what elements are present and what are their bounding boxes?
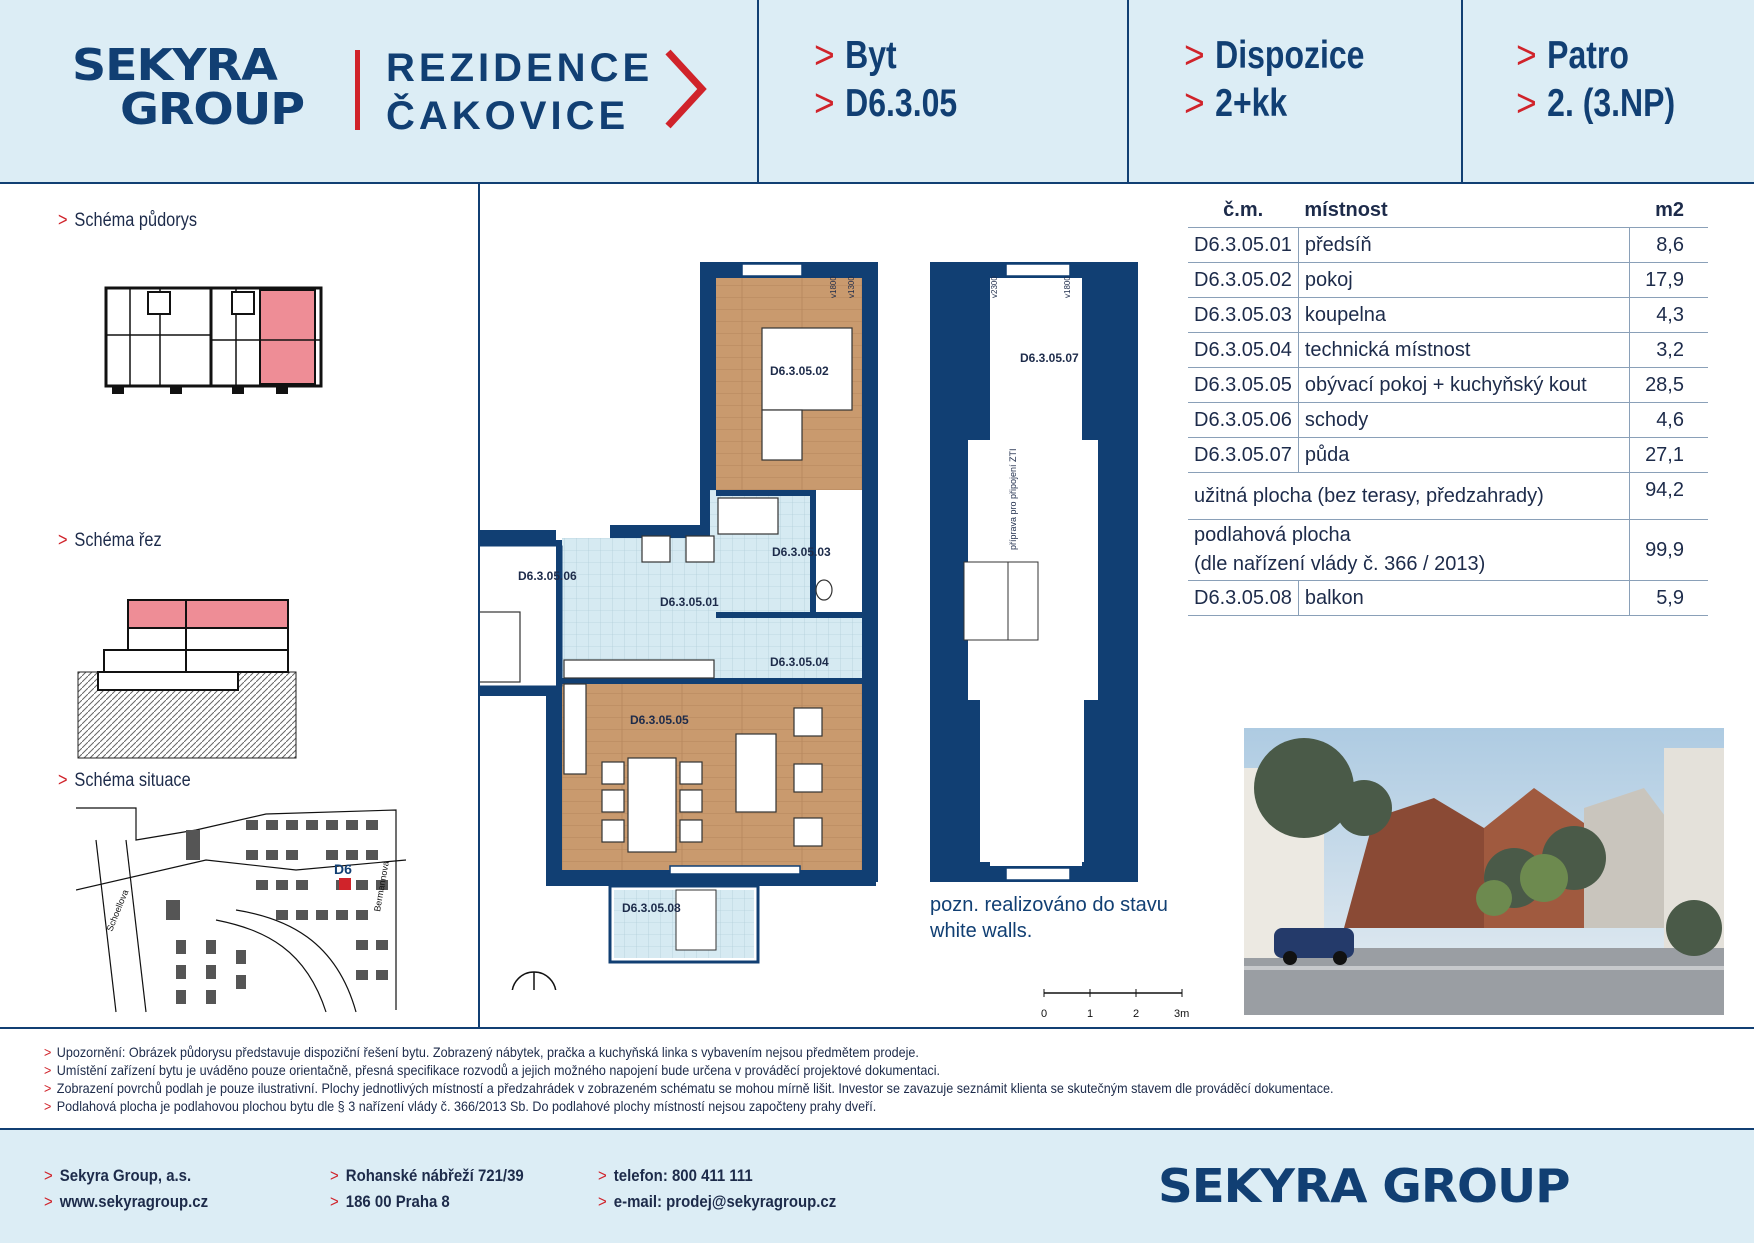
disclaimer-notes xyxy=(44,1043,1724,1115)
sekyra-group-logo: SEKYRA GROUP xyxy=(72,40,305,135)
street-label-bermannova: Bermannova xyxy=(372,860,391,913)
attic-dim-label: v2300 xyxy=(990,276,999,298)
floor-schema-pudorys xyxy=(100,280,340,410)
project-name: REZIDENCE ČAKOVICE xyxy=(386,46,654,138)
room-label-02: D6.3.05.02 xyxy=(770,364,829,378)
table-row: D6.3.05.07 půda 27,1 xyxy=(1188,438,1708,473)
footer-web-link[interactable]: > www.sekyragroup.cz xyxy=(44,1192,209,1211)
attic-dim-label-2: v1800 xyxy=(1063,276,1072,298)
byt-value: D6.3.05 xyxy=(845,82,958,125)
dim-label-2: v1300 xyxy=(847,276,856,298)
note-line: > Podlahová plocha je podlahovou plochou bytu dle § 3 nařízení vlády č. 366/2013 Sb. Do podlahové plochy místností nejsou započteny prahy dveří. xyxy=(44,1098,877,1114)
room-label-06: D6.3.05.06 xyxy=(518,569,577,583)
footer-band xyxy=(0,1128,1754,1243)
apartment-floor-plan xyxy=(480,250,1200,990)
site-schema-situace xyxy=(76,800,436,1018)
zti-note: příprava pro připojení ZTI xyxy=(1008,448,1018,550)
table-row: D6.3.05.06 schody 4,6 xyxy=(1188,403,1708,438)
table-row: D6.3.05.05 obývací pokoj + kuchyňský kout 28,5 xyxy=(1188,368,1708,403)
highlighted-building xyxy=(339,878,351,890)
room-label-03: D6.3.05.03 xyxy=(772,545,831,559)
table-row: D6.3.05.01 předsíň 8,6 xyxy=(1188,228,1708,263)
footer-address-2: > 186 00 Praha 8 xyxy=(330,1192,450,1211)
scale-label-2: 2 xyxy=(1133,1008,1140,1020)
header-patro-cell: > Patro > 2. (3.NP) xyxy=(1461,0,1754,182)
patro-label: Patro xyxy=(1547,34,1629,77)
uzitna-plocha-row: užitná plocha (bez terasy, předzahrady) 94,2 xyxy=(1188,473,1708,520)
street-label-schoellova: Schoellova xyxy=(104,888,131,933)
north-arrow-icon xyxy=(512,972,556,990)
area-table xyxy=(1188,193,1708,616)
dim-label-1: v1800 xyxy=(829,276,838,298)
building-rendering-image xyxy=(1244,728,1724,1015)
balkon-row: D6.3.05.08 balkon 5,9 xyxy=(1188,581,1708,616)
scale-label-0: 0 xyxy=(1041,1008,1048,1020)
schema-pudorys-title: > Schéma půdorys xyxy=(58,210,198,231)
patro-value: 2. (3.NP) xyxy=(1547,82,1676,125)
table-row: D6.3.05.04 technická místnost 3,2 xyxy=(1188,333,1708,368)
note-line: > Upozornění: Obrázek půdorysu představuje dispoziční řešení bytu. Zobrazený nábytek, pračka a kuchyňská linka s vybavením nejsou předmětem prodeje. xyxy=(44,1044,919,1060)
header-band xyxy=(0,0,1754,184)
table-header-row: č.m. místnost m2 xyxy=(1188,193,1708,228)
scale-label-1: 1 xyxy=(1087,1008,1094,1020)
room-label-04: D6.3.05.04 xyxy=(770,655,829,669)
room-label-01: D6.3.05.01 xyxy=(660,595,719,609)
table-row: D6.3.05.02 pokoj 17,9 xyxy=(1188,263,1708,298)
byt-label: Byt xyxy=(845,34,897,77)
table-row: D6.3.05.03 koupelna 4,3 xyxy=(1188,298,1708,333)
footer-email-link[interactable]: > e-mail: prodej@sekyragroup.cz xyxy=(598,1192,837,1211)
header-byt-cell: > Byt > D6.3.05 xyxy=(757,0,1129,182)
dispozice-value: 2+kk xyxy=(1215,82,1288,125)
note-line: > Umístění zařízení bytu je uváděno pouze orientačně, přesná specifikace rozvodů a jejich možného napojení bude určena v prováděcí projektové dokumentaci. xyxy=(44,1062,941,1078)
footer-address-1: > Rohanské nábřeží 721/39 xyxy=(330,1166,524,1185)
section-schema-rez xyxy=(76,592,302,762)
chevron-right-icon xyxy=(662,48,710,130)
footer-sekyra-group-logo: SEKYRA GROUP xyxy=(1158,1159,1570,1213)
schema-rez-title: > Schéma řez xyxy=(58,530,162,551)
content-bottom-rule xyxy=(0,1027,1754,1029)
dispozice-label: Dispozice xyxy=(1215,34,1365,77)
footer-phone-link[interactable]: > telefon: 800 411 111 xyxy=(598,1166,753,1185)
podlahova-plocha-row: podlahová plocha (dle nařízení vlády č. 366 / 2013) 99,9 xyxy=(1188,520,1708,581)
note-line: > Zobrazení povrchů podlah je pouze ilustrativní. Plochy jednotlivých místností a předzahrádek v zobrazeném schématu se mohou mírně lišit. Investor se zavazuje seznámit klienta se skutečným stavem dle prováděcí dokumentace. xyxy=(44,1080,1334,1096)
schema-situace-title: > Schéma situace xyxy=(58,770,191,791)
plan-note: pozn. realizováno do stavu white walls. xyxy=(930,894,1168,942)
situace-block-label: D6 xyxy=(334,861,352,877)
scale-label-3: 3m xyxy=(1174,1008,1190,1020)
logo-divider xyxy=(355,50,360,130)
scale-bar xyxy=(1038,985,1198,1023)
room-label-08: D6.3.05.08 xyxy=(622,901,681,915)
room-label-05: D6.3.05.05 xyxy=(630,713,689,727)
room-label-07: D6.3.05.07 xyxy=(1020,351,1079,365)
footer-company: > Sekyra Group, a.s. xyxy=(44,1166,192,1185)
header-dispozice-cell: > Dispozice > 2+kk xyxy=(1127,0,1463,182)
